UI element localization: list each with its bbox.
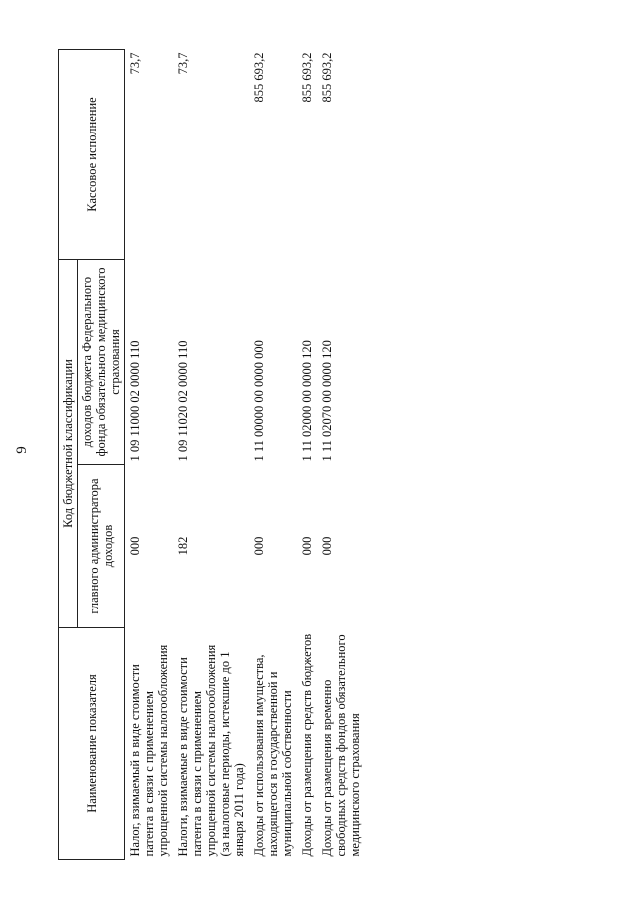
table-row — [317, 50, 365, 860]
row-amount: 73,7 — [128, 52, 142, 75]
row-admin-code: 000 — [128, 536, 142, 556]
page-number: 9 — [14, 446, 30, 454]
row-admin-code: 000 — [300, 536, 314, 556]
row-amount: 855 693,2 — [252, 52, 266, 103]
budget-table — [58, 49, 365, 860]
row-amount: 73,7 — [176, 52, 190, 75]
row-amount: 855 693,2 — [300, 52, 314, 103]
row-admin-code: 182 — [176, 536, 190, 556]
table-body — [125, 50, 366, 860]
header-amount: Кассовое исполнение — [59, 50, 125, 260]
row-kbk-code: 1 11 02070 00 0000 120 — [320, 340, 334, 462]
row-kbk-code: 1 11 00000 00 0000 000 — [252, 340, 266, 462]
table-row — [297, 50, 317, 860]
row-name: Доходы от размещения временно свободных средств фондов обязательного медицинского страхования — [320, 634, 362, 857]
table-row — [249, 50, 297, 860]
row-name: Налоги, взимаемые в виде стоимости патента в связи с применением упрощенной системы налогообложения (за налоговые периоды, истекшие до 1 января 2011 года) — [176, 644, 246, 857]
table-row — [125, 50, 174, 860]
row-name: Налог, взимаемый в виде стоимости патента в связи с применением упрощенной системы налогообложения — [128, 644, 170, 857]
row-name: Доходы от использования имущества, находящегося в государственной и муниципальной собственности — [252, 654, 294, 857]
row-kbk-code: 1 09 11020 02 0000 110 — [176, 340, 190, 462]
row-kbk-code: 1 11 02000 00 0000 120 — [300, 340, 314, 462]
row-name: Доходы от размещения средств бюджетов — [300, 633, 314, 857]
row-admin-code: 000 — [320, 536, 334, 556]
header-classification-group: Код бюджетной классификации — [59, 260, 78, 628]
row-amount: 855 693,2 — [320, 52, 334, 103]
table-row — [173, 50, 249, 860]
table-header — [59, 50, 125, 860]
row-kbk-code: 1 09 11000 02 0000 110 — [128, 340, 142, 462]
header-name: Наименование показателя — [59, 628, 125, 860]
row-admin-code: 000 — [252, 536, 266, 556]
header-admin: главного администратора доходов — [78, 465, 125, 628]
header-kbk: доходов бюджета Федерального фонда обязательного медицинского страхования — [78, 260, 125, 465]
